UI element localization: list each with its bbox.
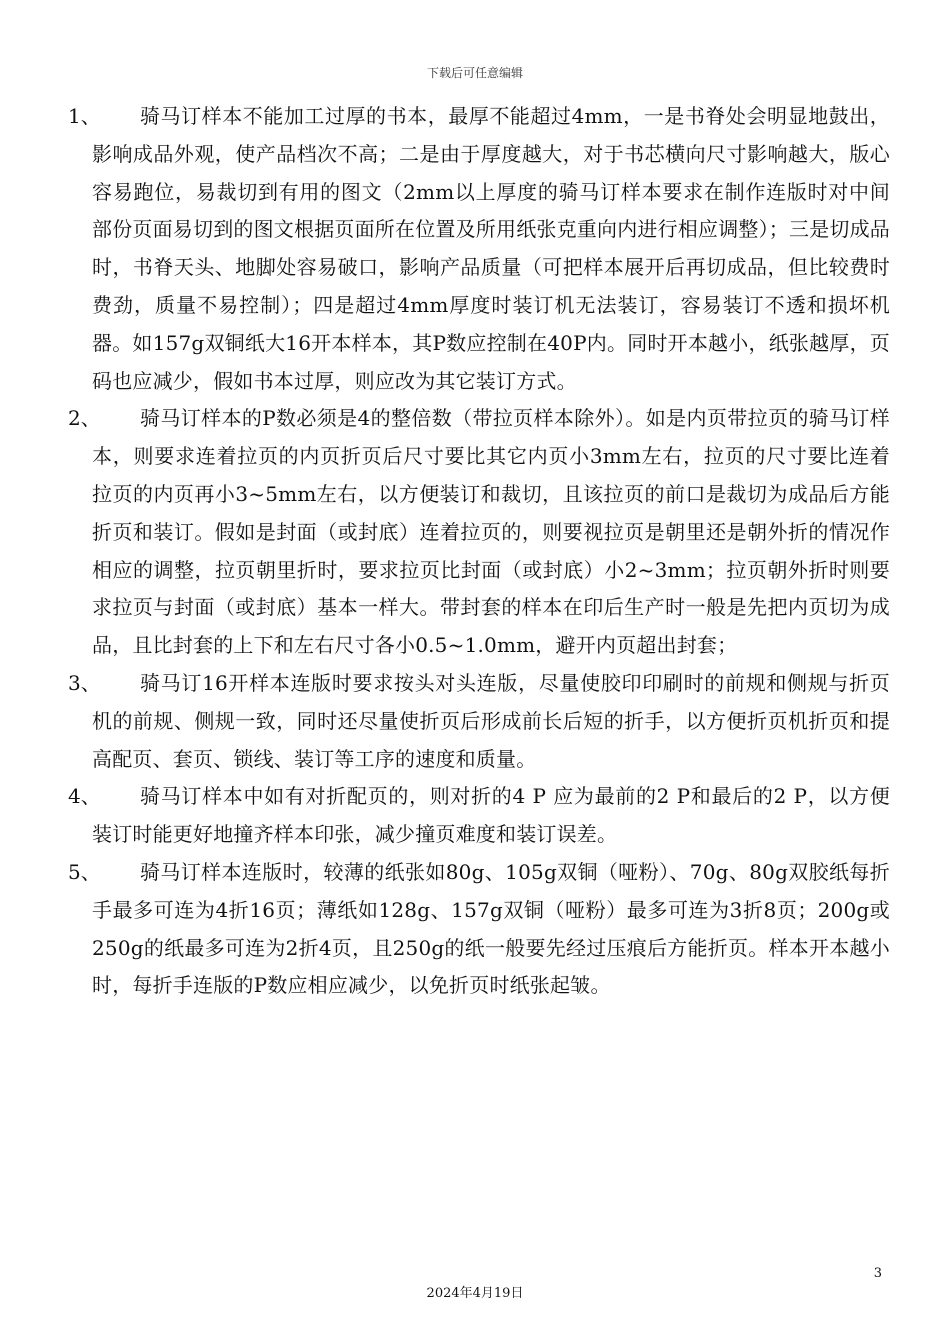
list-item — [68, 854, 890, 1005]
list-item-number: 2、 — [68, 406, 101, 431]
list-item-text: 骑马订样本连版时，较薄的纸张如80g、105g双铜（哑粉）、70g、80g双胶纸每折手最多可连为4折16页；薄纸如128g、157g双铜（哑粉）最多可连为3折8页；200g或250g的纸最多可连为2折4页，且250g的纸一般要先经过压痕后方能折页。样本开本越小时，每折手连版的P数应相应减少，以免折页时纸张起皱。 — [92, 859, 890, 998]
list-item — [68, 778, 890, 854]
list-item-number: 3、 — [68, 670, 101, 695]
list-item-text: 骑马订样本中如有对折配页的，则对折的4 P 应为最前的2 P和最后的2 P，以方便装订时能更好地撞齐样本印张，减少撞页难度和装订误差。 — [92, 784, 890, 847]
list-item — [68, 400, 890, 665]
list-item — [68, 98, 890, 400]
document-body — [68, 98, 890, 1005]
list-item-text: 骑马订样本不能加工过厚的书本，最厚不能超过4mm，一是书脊处会明显地鼓出，影响成品外观，使产品档次不高；二是由于厚度越大，对于书芯横向尺寸影响越大，版心容易跑位，易裁切到有用的图文（2mm以上厚度的骑马订样本要求在制作连版时对中间部份页面易切到的图文根据页面所在位置及所用纸张克重向内进行相应调整）；三是切成品时，书脊天头、地脚处容易破口，影响产品质量（可把样本展开后再切成品，但比较费时费劲，质量不易控制）；四是超过4mm厚度时装订机无法装订，容易装订不透和损坏机器。如157g双铜纸大16开本样本，其P数应控制在40P内。同时开本越小，纸张越厚，页码也应减少，假如书本过厚，则应改为其它装订方式。 — [92, 104, 890, 393]
page-header: 下载后可任意编辑 — [426, 66, 523, 80]
list-item-number: 1、 — [68, 104, 101, 128]
list-item-number: 5、 — [68, 859, 101, 884]
page-footer-date: 2024年4月19日 — [426, 1286, 524, 1301]
list-item-text: 骑马订样本的P数必须是4的整倍数（带拉页样本除外）。如是内页带拉页的骑马订样本，则要求连着拉页的内页折页后尺寸要比其它内页小3mm左右，拉页的尺寸要比连着拉页的内页再小3~5mm左右，以方便装订和裁切，且该拉页的前口是裁切为成品后方能折页和装订。假如是封面（或封底）连着拉页的，则要视拉页是朝里还是朝外折的情况作相应的调整，拉页朝里折时，要求拉页比封面（或封底）小2~3mm；拉页朝外折时则要求拉页与封面（或封底）基本一样大。带封套的样本在印后生产时一般是先把内页切为成品，且比封套的上下和左右尺寸各小0.5~1.0mm，避开内页超出封套； — [92, 406, 890, 658]
list-item — [68, 665, 890, 778]
page-number: 3 — [873, 1266, 882, 1281]
list-item-number: 4、 — [68, 784, 101, 809]
list-item-text: 骑马订16开样本连版时要求按头对头连版，尽量使胶印印刷时的前规和侧规与折页机的前规、侧规一致，同时还尽量使折页后形成前长后短的折手，以方便折页机折页和提高配页、套页、锁线、装订等工序的速度和质量。 — [92, 670, 890, 771]
